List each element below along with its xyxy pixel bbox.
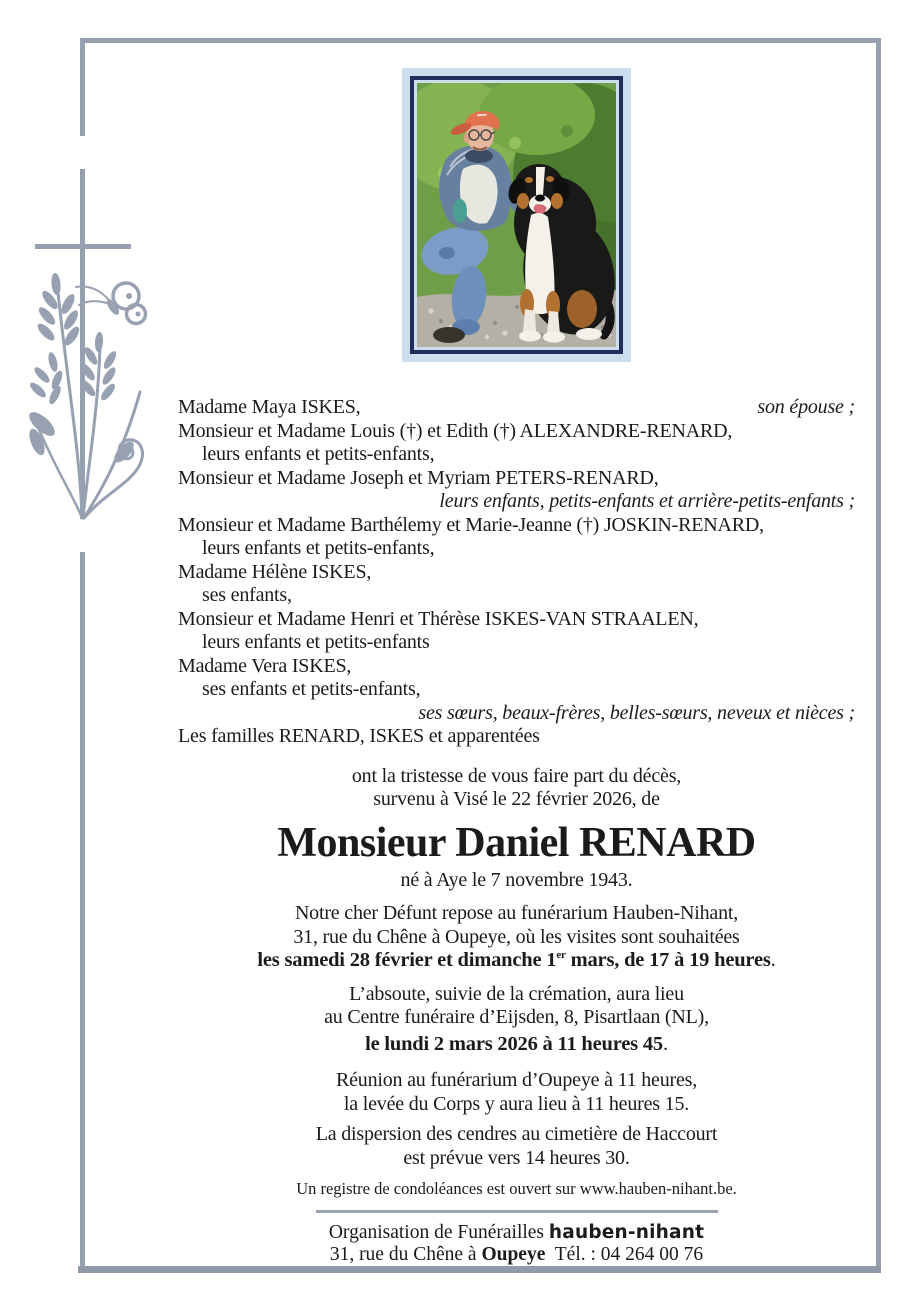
organizer-line: Organisation de Funérailles hauben-nihant — [328, 1222, 705, 1243]
family-row: leurs enfants et petits-enfants — [202, 631, 430, 653]
frame-border-left-lower — [80, 552, 85, 1266]
dispersion-line: La dispersion des cendres au cimetière de Haccourt — [315, 1123, 718, 1145]
absoute-info — [178, 983, 855, 1030]
family-row: Les familles RENARD, ISKES et apparentées — [178, 725, 540, 747]
hauben-nihant-logo: hauben-nihant — [548, 1222, 705, 1243]
family-row: ses enfants, — [202, 584, 292, 606]
family-row — [178, 396, 855, 420]
ordinal-superscript: er — [556, 949, 566, 962]
birth-info: né à Aye le 7 novembre 1943. — [400, 868, 633, 891]
dispersion-info — [178, 1123, 855, 1170]
family-row: Monsieur et Madame Henri et Thérèse ISKES-VAN STRAALEN, — [178, 607, 699, 630]
visitation-line: Notre cher Défunt repose au funérarium Hauben-Nihant, — [294, 902, 739, 924]
frame-border-right — [876, 38, 881, 1266]
family-row: leurs enfants et petits-enfants, — [202, 537, 435, 559]
visitation-dates: les samedi 28 février et dimanche 1er mars, de 17 à 19 heures. — [257, 949, 776, 971]
relationship-note: son épouse ; — [757, 396, 855, 418]
cross-horizontal-beam — [35, 244, 131, 249]
family-list — [178, 396, 855, 749]
cremation-date: le lundi 2 mars 2026 à 11 heures 45. — [365, 1032, 668, 1055]
family-row: Monsieur et Madame Joseph et Myriam PETERS-RENARD, — [178, 466, 659, 489]
absoute-line: au Centre funéraire d’Eijsden, 8, Pisartlaan (NL), — [324, 1006, 709, 1028]
family-row: Monsieur et Madame Barthélemy et Marie-Jeanne (†) JOSKIN-RENARD, — [178, 513, 764, 536]
deceased-name: Monsieur Daniel RENARD — [277, 819, 756, 866]
visitation-line: 31, rue du Chêne à Oupeye, où les visites sont souhaitées — [293, 925, 740, 948]
relationship-note: ses sœurs, beaux-frères, belles-sœurs, neveux et nièces ; — [418, 701, 855, 724]
frame-border-bottom — [78, 1266, 881, 1273]
absoute-line: L’absoute, suivie de la crémation, aura lieu — [349, 982, 684, 1005]
family-member: Madame Maya ISKES, — [178, 396, 361, 418]
organizer-address: 31, rue du Chêne à Oupeye Tél. : 04 264 00 76 — [329, 1243, 704, 1265]
footer — [178, 1222, 855, 1265]
family-row: Madame Vera ISKES, — [178, 654, 352, 677]
dispersion-line: est prévue vers 14 heures 30. — [403, 1146, 630, 1169]
frame-border-left-upper — [80, 38, 85, 136]
decoration-stems — [38, 292, 143, 518]
wheat-butterfly-decoration — [22, 252, 170, 558]
announcement-line: survenu à Visé le 22 février 2026, de — [373, 788, 660, 810]
relationship-note: leurs enfants, petits-enfants et arrière-petits-enfants ; — [439, 490, 855, 512]
reunion-line: la levée du Corps y aura lieu à 11 heures 15. — [343, 1092, 690, 1115]
condolence-register-note: Un registre de condoléances est ouvert sur www.hauben-nihant.be. — [296, 1179, 737, 1198]
announcement-content — [178, 0, 855, 1265]
butterfly-icon — [76, 283, 146, 324]
reunion-info — [178, 1069, 855, 1116]
death-announcement — [178, 765, 855, 812]
family-row: Monsieur et Madame Louis (†) et Edith (†) ALEXANDRE-RENARD, — [178, 419, 733, 442]
family-row: Madame Hélène ISKES, — [178, 560, 372, 583]
organizer-city: Oupeye — [481, 1243, 546, 1265]
visitation-info — [178, 902, 855, 973]
family-row: ses enfants et petits-enfants, — [202, 678, 421, 700]
reunion-line: Réunion au funérarium d’Oupeye à 11 heures, — [335, 1069, 698, 1091]
footer-divider — [316, 1210, 718, 1213]
family-row: leurs enfants et petits-enfants, — [202, 443, 435, 465]
announcement-line: ont la tristesse de vous faire part du décès, — [351, 764, 682, 787]
